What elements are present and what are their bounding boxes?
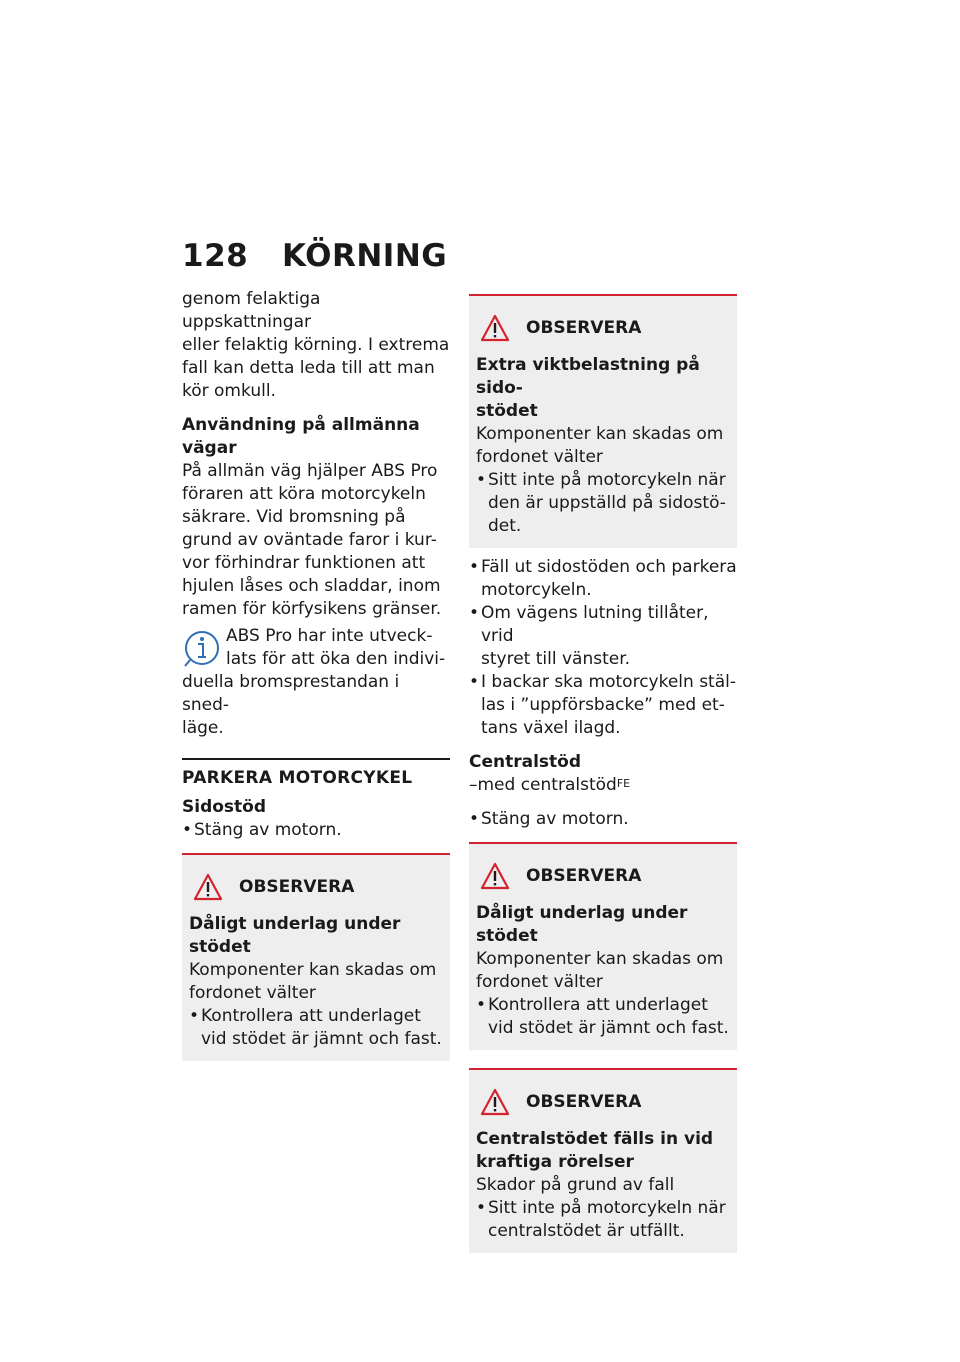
list-item: • Fäll ut sidostöden och parkera: [469, 556, 737, 579]
intro-paragraph: [182, 288, 450, 403]
warning-notice: [469, 1068, 737, 1253]
text-line: fordonet välter: [476, 447, 603, 467]
sub-heading: Centralstöd: [469, 752, 582, 772]
text-line: duella bromsprestandan i sned-: [182, 672, 400, 715]
text-line: fall kan detta leda till att man: [182, 358, 435, 378]
warning-triangle-icon: [193, 873, 223, 901]
text-line: genom felaktiga uppskattningar: [182, 289, 321, 332]
text-line: lats för att öka den indivi-: [226, 649, 446, 669]
notice-label: OBSERVERA: [239, 877, 355, 897]
text-line: grund av oväntade faror i kur-: [182, 530, 437, 550]
heading-line: Användning på allmänna: [182, 415, 420, 435]
list-item: • I backar ska motorcykeln stäl-: [469, 671, 737, 694]
notice-header: [476, 1084, 729, 1120]
list-item: • Stäng av motorn.: [182, 819, 450, 842]
notice-label: OBSERVERA: [526, 866, 642, 886]
list-item: • Sitt inte på motorcykeln när: [476, 469, 729, 492]
text-line: las i ”uppförsbacke” med et-: [481, 695, 725, 715]
text-line: Skador på grund av fall: [476, 1175, 675, 1195]
text-line: tans växel ilagd.: [481, 718, 621, 738]
warning-notice: [469, 294, 737, 548]
text-line: läge.: [182, 718, 224, 738]
list-item: • Kontrollera att underlaget: [189, 1005, 442, 1028]
warning-triangle-icon: [480, 862, 510, 890]
abs-paragraph: [182, 460, 450, 621]
list-item: • Kontrollera att underlaget: [476, 994, 729, 1017]
heading-line: vägar: [182, 438, 237, 458]
text-line: eller felaktig körning. I extrema: [182, 335, 450, 355]
text-line: Komponenter kan skadas om: [476, 424, 724, 444]
notice-header: [476, 310, 729, 346]
text-line: det.: [488, 516, 522, 536]
equipment-note: –med centralstöd$^{FE}$: [469, 775, 631, 795]
chapter-title: KÖRNING: [282, 238, 448, 274]
parking-steps: [469, 556, 737, 740]
sub-heading: Sidostöd: [182, 797, 267, 817]
text-line: På allmän väg hjälper ABS Pro: [182, 461, 438, 481]
abs-heading: [182, 414, 450, 460]
notice-title: kraftiga rörelser: [476, 1152, 634, 1172]
text-line: Komponenter kan skadas om: [189, 960, 437, 980]
notice-header: [476, 858, 729, 894]
list-item: • Stäng av motorn.: [469, 808, 737, 831]
info-note: [182, 625, 450, 740]
warning-notice: [469, 842, 737, 1050]
text-line: vor förhindrar funktionen att: [182, 553, 426, 573]
page-number: 128: [182, 238, 249, 274]
notice-title: Extra viktbelastning på sido-: [476, 355, 700, 398]
notice-title: Centralstödet fälls in vid: [476, 1129, 714, 1149]
text-line: centralstödet är utfällt.: [488, 1221, 685, 1241]
text-line: hjulen låses och sladdar, inom: [182, 576, 441, 596]
right-column: [469, 294, 737, 1253]
notice-title: stödet: [476, 401, 538, 421]
notice-header: [189, 869, 442, 905]
list-item: • Om vägens lutning tillåter, vrid: [469, 602, 737, 648]
text-line: vid stödet är jämnt och fast.: [488, 1018, 729, 1038]
left-column: [182, 288, 450, 1061]
warning-notice: [182, 853, 450, 1061]
list-item: • Sitt inte på motorcykeln när: [476, 1197, 729, 1220]
section-title: PARKERA MOTORCYKEL: [182, 758, 450, 788]
text-line: Komponenter kan skadas om: [476, 949, 724, 969]
text-line: fordonet välter: [189, 983, 316, 1003]
info-icon: [182, 627, 220, 667]
footnote-marker: FE: [616, 777, 631, 790]
notice-label: OBSERVERA: [526, 1092, 642, 1112]
text-line: föraren att köra motorcykeln: [182, 484, 426, 504]
text-line: ramen för körfysikens gränser.: [182, 599, 442, 619]
text-line: ABS Pro har inte utveck-: [226, 626, 433, 646]
text-line: styret till vänster.: [481, 649, 631, 669]
text-line: säkrare. Vid bromsning på: [182, 507, 406, 527]
notice-title: Dåligt underlag under stödet: [476, 903, 688, 946]
notice-title: Dåligt underlag under stödet: [189, 914, 401, 957]
warning-triangle-icon: [480, 314, 510, 342]
text-line: kör omkull.: [182, 381, 276, 401]
notice-label: OBSERVERA: [526, 318, 642, 338]
text-line: fordonet välter: [476, 972, 603, 992]
text-line: den är uppställd på sidostö-: [488, 493, 726, 513]
text-line: motorcykeln.: [481, 580, 592, 600]
page-header: [182, 238, 447, 274]
warning-triangle-icon: [480, 1088, 510, 1116]
text-line: vid stödet är jämnt och fast.: [201, 1029, 442, 1049]
